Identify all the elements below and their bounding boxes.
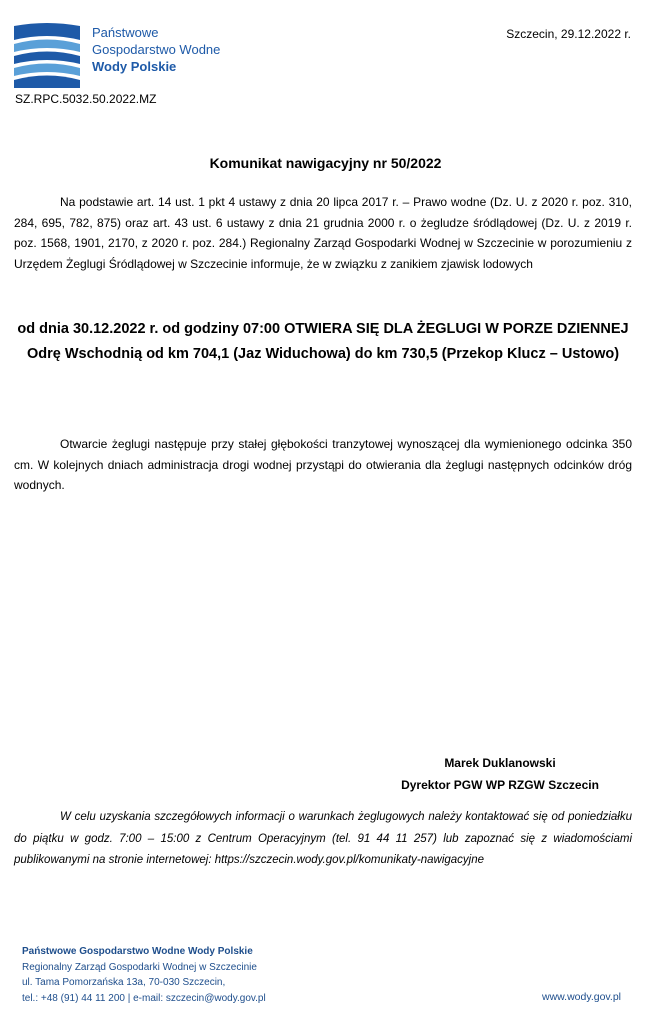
intro-paragraph-text: Na podstawie art. 14 ust. 1 pkt 4 ustawy z dnia 20 lipca 2017 r. – Prawo wodne (Dz. U. z 2020 r. poz. 310, 284, 695, 782, 875) oraz art. 43 ust. 6 ustawy z dnia 21 grudnia 2000 r. o żegludze śródlądowej (Dz. U. z 2019 r. poz. 1568, 1901, 2170, z 2020 r. poz. 284.) Regionalny Zarząd Gospodarki Wodnej w Szczecinie w porozumieniu z Urzędem Żeglugi Śródlądowej w Szczecinie informuje, że w związku z zanikiem zjawisk lodowych [14, 195, 632, 271]
intro-paragraph [14, 192, 632, 274]
signature-name: Marek Duklanowski [444, 756, 556, 770]
signature-block [350, 752, 650, 796]
footer-website-link[interactable]: www.wody.gov.pl [542, 991, 621, 1003]
details-paragraph [14, 434, 632, 496]
footer-street-address: ul. Tama Pomorzańska 13a, 70-030 Szczecin, [22, 977, 226, 988]
announcement-headline: od dnia 30.12.2022 r. od godziny 07:00 OTWIERA SIĘ DLA ŻEGLUGI W PORZE DZIENNEJ Odrę Wschodnią od km 704,1 (Jaz Widuchowa) do km 730,5 (Przekop Klucz – Ustowo) [17, 321, 629, 362]
logo-text [92, 24, 220, 75]
logo-line-3: Wody Polskie [92, 59, 177, 74]
details-paragraph-text: Otwarcie żeglugi następuje przy stałej głębokości tranzytowej wynoszącej dla wymienionego odcinka 350 cm. W kolejnych dniach administracja drogi wodnej przystąpi do otwierania dla żeglugi następnych odcinków dróg wodnych. [14, 437, 632, 492]
signature-title: Dyrektor PGW WP RZGW Szczecin [401, 778, 599, 792]
footer-address [22, 944, 266, 1006]
footer-contact: tel.: +48 (91) 44 11 200 | e-mail: szczecin@wody.gov.pl [22, 992, 266, 1004]
footer-org-name: Państwowe Gospodarstwo Wodne Wody Polskie [22, 946, 253, 957]
wody-polskie-logo-icon [14, 22, 80, 88]
contact-note [14, 807, 632, 872]
footer-regional-office: Regionalny Zarząd Gospodarki Wodnej w Szczecinie [22, 961, 257, 973]
logo-line-1: Państwowe [92, 25, 159, 40]
contact-note-text: W celu uzyskania szczegółowych informacji o warunkach żeglugowych należy kontaktować się od poniedziałku do piątku w godz. 7:00 – 15:00 z Centrum Operacyjnym (tel. 91 44 11 257) lub zapoznać się z wiadomościami publikowanymi na stronie internetowej: https://szczecin.wody.gov.pl/komunikaty-nawigacyjne [14, 811, 632, 866]
place-date: Szczecin, 29.12.2022 r. [506, 27, 631, 41]
logo-line-2: Gospodarstwo Wodne [92, 42, 221, 57]
reference-number: SZ.RPC.5032.50.2022.MZ [15, 92, 157, 106]
document-title: Komunikat nawigacyjny nr 50/2022 [209, 155, 442, 171]
